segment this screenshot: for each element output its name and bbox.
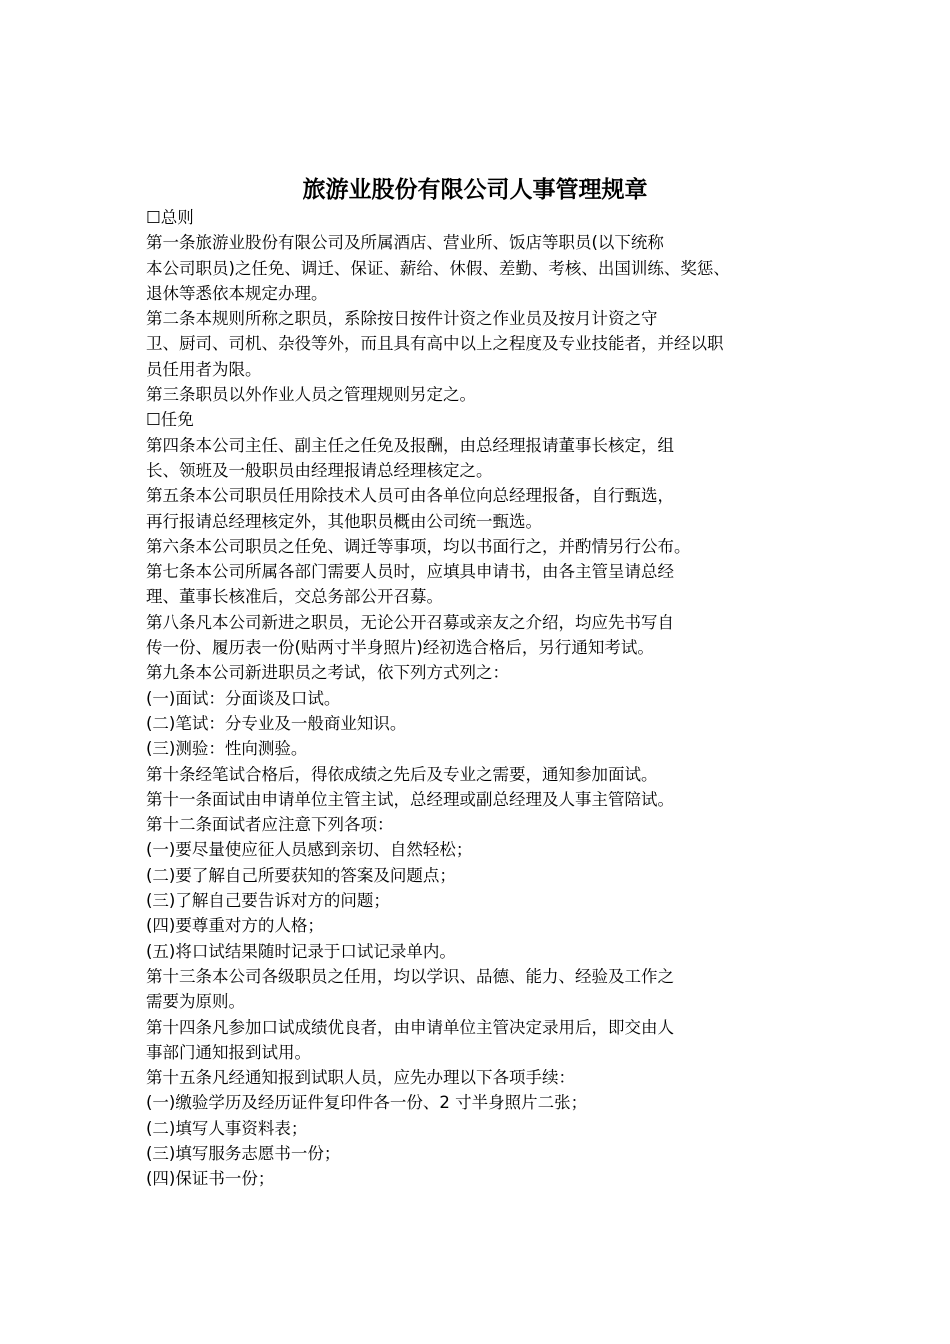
section-heading: ☐总则	[146, 208, 194, 227]
list-item: (一)面试：分面谈及口试。	[146, 688, 341, 708]
text-line: 第三条职员以外作业人员之管理规则另定之。	[146, 385, 476, 405]
list-item: (三)了解自己要告诉对方的问题；	[146, 891, 390, 911]
text-line: 第二条本规则所称之职员，系除按日按件计资之作业员及按月计资之守	[146, 309, 658, 329]
text-line: 第七条本公司所属各部门需要人员时，应填具申请书，由各主管呈请总经	[146, 562, 674, 582]
text-line: 第一条旅游业股份有限公司及所属酒店、营业所、饭店等职员(以下统称	[146, 233, 664, 253]
document-body	[146, 205, 826, 1192]
text-line: 需要为原则。	[146, 992, 245, 1012]
list-item: (三)测验：性向测验。	[146, 739, 308, 759]
text-line: 第六条本公司职员之任免、调迁等事项，均以书面行之，并酌情另行公布。	[146, 536, 691, 556]
text-line: 第五条本公司职员任用除技术人员可由各单位向总经理报备，自行甄选，	[146, 486, 674, 506]
text-line: 卫、厨司、司机、杂役等外，而且具有高中以上之程度及专业技能者，并经以职	[146, 334, 724, 354]
text-line: 传一份、履历表一份(贴两寸半身照片)经初选合格后，另行通知考试。	[146, 638, 654, 658]
text-line: 第九条本公司新进职员之考试，依下列方式列之：	[146, 663, 509, 683]
text-line: 本公司职员)之任免、调迁、保证、薪给、休假、差勤、考核、出国训练、奖惩、	[146, 258, 730, 278]
text-line: 员任用者为限。	[146, 359, 262, 379]
list-item: (二)要了解自己所要获知的答案及问题点；	[146, 865, 456, 885]
text-line: 长、领班及一般职员由经理报请总经理核定之。	[146, 460, 493, 480]
list-item: (四)保证书一份；	[146, 1169, 275, 1189]
text-line: 第八条凡本公司新进之职员，无论公开召募或亲友之介绍，均应先书写自	[146, 612, 674, 632]
text-line: 第十二条面试者应注意下列各项：	[146, 815, 394, 835]
text-line: 再行报请总经理核定外，其他职员概由公司统一甄选。	[146, 511, 542, 531]
text-line: 事部门通知报到试用。	[146, 1042, 311, 1062]
text-line: 退休等悉依本规定办理。	[146, 283, 328, 303]
list-item: (二)笔试：分专业及一般商业知识。	[146, 713, 407, 733]
text-line: 第十四条凡参加口试成绩优良者，由申请单位主管决定录用后，即交由人	[146, 1017, 674, 1037]
text-line: 第十三条本公司各级职员之任用，均以学识、品德、能力、经验及工作之	[146, 966, 674, 986]
list-item: (一)要尽量使应征人员感到亲切、自然轻松；	[146, 840, 473, 860]
text-line: 第十五条凡经通知报到试职人员，应先办理以下各项手续：	[146, 1068, 575, 1088]
document-title: 旅游业股份有限公司人事管理规章	[302, 176, 648, 203]
text-line: 第十条经笔试合格后，得依成绩之先后及专业之需要，通知参加面试。	[146, 764, 658, 784]
text-line: 理、董事长核准后，交总务部公开召募。	[146, 587, 443, 607]
list-item: (一)缴验学历及经历证件复印件各一份、2 寸半身照片二张；	[146, 1093, 588, 1113]
section-heading: ☐任免	[146, 410, 194, 430]
list-item: (五)将口试结果随时记录于口试记录单内。	[146, 941, 456, 961]
text-line: 第十一条面试由申请单位主管主试，总经理或副总经理及人事主管陪试。	[146, 789, 674, 809]
list-item: (四)要尊重对方的人格；	[146, 916, 324, 936]
list-item: (二)填写人事资料表；	[146, 1118, 308, 1138]
list-item: (三)填写服务志愿书一份；	[146, 1143, 341, 1163]
text-line: 第四条本公司主任、副主任之任免及报酬，由总经理报请董事长核定，组	[146, 435, 674, 455]
